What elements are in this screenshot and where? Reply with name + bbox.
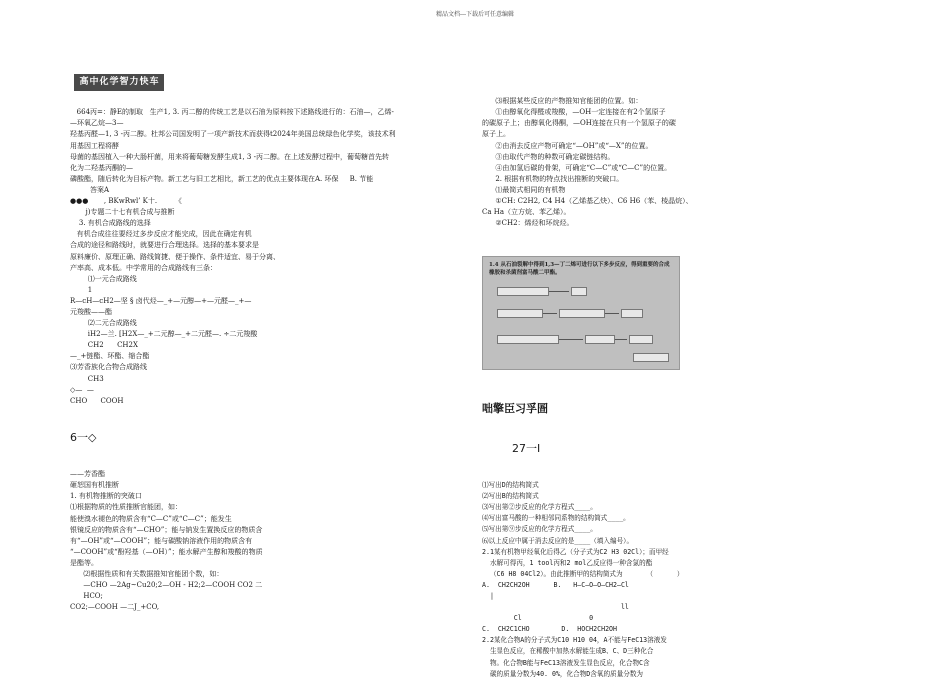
- left-column: [70, 63, 450, 625]
- text-line: 原子上。: [482, 130, 510, 139]
- text-line: 3. 有机合成路线的选择: [70, 219, 151, 228]
- text-line: ②CH2：烯烃和环烷烃。: [482, 219, 574, 228]
- text-line: ⑵根据性质和有关数据推知官能团个数，如：: [70, 570, 224, 579]
- text-line: 2.2某化合物A的分子式为C10 H10 04，A不能与FeC13溶液发: [482, 636, 667, 645]
- text-line: 2. 根据有机物的特点找出推断的突破口。: [482, 174, 624, 183]
- text-line: CO2;—COOH —二J_+CO,: [70, 603, 160, 612]
- text-line: j)专题二十七有机合成与推断: [70, 208, 175, 217]
- scheme-box: [633, 353, 669, 362]
- text-line: ①CH: C2H2, C4 H4（乙烯基乙炔）、C6 H6（苯、棱晶烷）、: [482, 197, 693, 206]
- exercise-number: 27一I: [512, 441, 541, 455]
- text-line: 物。化合物B能与FeC13溶液发生显色反应，化合物C含: [482, 658, 650, 667]
- text-line: CHO COOH: [70, 396, 124, 405]
- text-line: ⑷写出富马酸的一种相邻同系物的结构简式____。: [482, 514, 630, 523]
- text-line: ◇— —: [70, 385, 94, 394]
- left-text-block: [70, 107, 450, 407]
- scheme-box: [559, 309, 605, 318]
- text-line: 母菌的基因植入一种大肠杆菌，用来将葡萄糖发酵生成1, 3 -丙二醇。在上述发酵过程中，葡萄糖首先转: [70, 152, 389, 161]
- scheme-box: [497, 335, 559, 344]
- text-line: —_+链酯、环酯、缩合酯: [70, 352, 150, 361]
- text-line: —CHO —2Ag~Cu20;2—OH - H2;2—COOH CO2 二: [70, 581, 263, 590]
- text-line: ⑴根据物质的性质推断官能团，如：: [70, 503, 182, 512]
- text-line: ⑴最简式相同的有机物: [482, 185, 566, 194]
- text-line: 合成的途径和路线时，就要进行合理选择。选择的基本要求是: [70, 241, 259, 250]
- text-line: ④由加氢后碳的骨架，可确定“C—C”或“C—C”的位置。: [482, 163, 672, 172]
- right-text-block: [482, 96, 862, 229]
- left-text-block-2: [70, 469, 450, 613]
- text-line: ——芳香酯: [70, 470, 105, 479]
- text-line: ⑶根据某些反应的产物推知官能团的位置。如：: [482, 97, 643, 106]
- text-line: 能使溴水褪色的物质含有“C—C”或“C—C”；能发生: [70, 514, 232, 523]
- text-line: |: [482, 592, 494, 600]
- text-line: 的碳原子上；由醇氧化得酮，—OH连接在只有一个氢原子的碳: [482, 119, 676, 128]
- exercise-heading: 咄擎臣习孚圄: [482, 401, 548, 415]
- figure-caption: 1.4 从石油裂解中得到1,3—丁二烯可进行以下多步反应，得到重要的合成橡胶和杀菌剂富马酸二甲酯。: [489, 261, 670, 276]
- text-line: 是酯等。: [70, 558, 98, 567]
- text-line: 生显色反应，在稀酸中加热水解能生成B、C、D三种化合: [482, 647, 654, 656]
- text-line: ①由醇氧化得醛或羧酸，—OH一定连接在有2个氢原子: [482, 108, 666, 117]
- text-line: 2.1某有机物甲经氧化后得乙（分子式为C2 H3 02Cl）；而甲经: [482, 547, 669, 556]
- scheme-arrow: [543, 313, 557, 314]
- text-line: 砸恕国有机推断: [70, 481, 119, 490]
- text-line: CH2 CH2X: [70, 341, 138, 350]
- text-line: A. CH2CH2OH B. H—C—O—O—CH2—Cl: [482, 580, 629, 589]
- text-line: 有“—OH”或“—COOH”；能与碳酸钠溶液作用的物质含有: [70, 536, 253, 545]
- text-line: （C6 H8 04Cl2）。由此推断甲的结构简式为 （ ）: [482, 569, 684, 578]
- text-line: 碳的质量分数为40. 0%，化合物D含氧的质量分数为: [482, 669, 644, 678]
- text-line: 用基因工程将酵: [70, 141, 119, 150]
- text-line: ⑵写出B的结构简式: [482, 492, 539, 501]
- text-line: ⑵二元合成路线: [70, 319, 137, 328]
- scheme-box: [621, 309, 643, 318]
- scheme-arrow: [605, 313, 619, 314]
- text-line: 化为二羟基丙酮的—: [70, 163, 133, 172]
- text-line: ⑶写出第②步反应的化学方程式____。: [482, 503, 597, 512]
- right-text-block-2: [482, 480, 862, 680]
- text-line: 产率高、成本低。中学常用的合成路线有三条：: [70, 263, 217, 272]
- text-line: 1: [70, 285, 93, 294]
- text-line: ②由消去反应产物可确定“—OH”或“—X”的位置。: [482, 141, 653, 150]
- text-line: 1. 有机物推断的突破口: [70, 492, 142, 501]
- text-line: 银镜反应的物质含有“—CHO”；能与钠发生置换反应的物质含: [70, 525, 263, 534]
- scheme-box: [585, 335, 615, 344]
- right-column: [482, 74, 862, 691]
- scheme-box: [497, 287, 549, 296]
- text-line: ⑴写出D的结构简式: [482, 481, 539, 490]
- text-line: R—cH—cH2—坚 § 卤代烃—_+—元醇—+—元醛—_+—: [70, 296, 252, 305]
- text-line: 答案A: [70, 185, 110, 194]
- text-line: 磷酸酯，随后转化为目标产物。新工艺与旧工艺相比，新工艺的优点主要体现在A. 环保 B. 节能: [70, 174, 374, 183]
- reaction-scheme-figure: [482, 256, 680, 370]
- scheme-arrow: [615, 339, 627, 340]
- text-line: —环氧乙烷—3—: [70, 119, 124, 128]
- text-line: “—COOH”或“酚羟基（—OH）”；能水解产生醇和羧酸的物质: [70, 547, 263, 556]
- benzene-formula: 6一◇: [70, 431, 97, 444]
- text-line: iH2—兰. [H2X—_+二元醇—_+二元醛—. ÷二元羧酸: [70, 330, 258, 339]
- text-line: 羟基丙醛—1, 3 -丙二醇。杜邦公司国发明了一项产新技术而获得t2024年美国总统绿色化学奖，该技术利: [70, 130, 396, 139]
- text-line: 有机合成往往要经过多步反应才能完成，因此在确定有机: [70, 230, 252, 239]
- scheme-box: [497, 309, 543, 318]
- text-line: ⑴一元合成路线: [70, 274, 137, 283]
- scheme-box: [629, 335, 653, 344]
- text-line: Ca Ha（立方烷、苯乙烯）。: [482, 208, 571, 217]
- scheme-box: [571, 287, 587, 296]
- text-line: 原料廉价、原理正确、路线简捷、便于操作、条件适宜、易于分离、: [70, 252, 280, 261]
- text-line: 元羧酸——酯: [70, 307, 112, 316]
- section-banner: 高中化学智力快车: [74, 74, 164, 91]
- text-line: C. CH2C1CHO D. HOCH2CH2OH: [482, 625, 617, 634]
- text-line: ⑸写出第⑨步反应的化学方程式____。: [482, 525, 597, 534]
- text-line: Cl 0: [482, 614, 594, 623]
- text-line: ③由取代产物的种数可确定碳链结构。: [482, 152, 615, 161]
- page-header: 精品文档---下载后可任意编辑: [435, 11, 515, 18]
- text-line: HCO;: [70, 592, 103, 601]
- text-line: CH3: [70, 374, 104, 383]
- scheme-arrow: [549, 291, 569, 292]
- text-line: 水解可得丙，1 tool丙和2 mol乙反应得一种含氯的酯: [482, 558, 653, 567]
- text-line: ll: [482, 603, 629, 612]
- text-line: 664丙=：静E的制取 生产1, 3. 丙二醇的传统工艺是以石油为原料按下述路线进行的：石油—，乙烯-: [70, 108, 394, 117]
- scheme-arrow: [559, 339, 583, 340]
- text-line: ⑶芳香族化合物合成路线: [70, 363, 147, 372]
- text-line: ●●● , BKwRwl’ K十. 《: [70, 197, 182, 206]
- text-line: ⑹以上反应中属于消去反应的是____（填入编号）。: [482, 536, 634, 545]
